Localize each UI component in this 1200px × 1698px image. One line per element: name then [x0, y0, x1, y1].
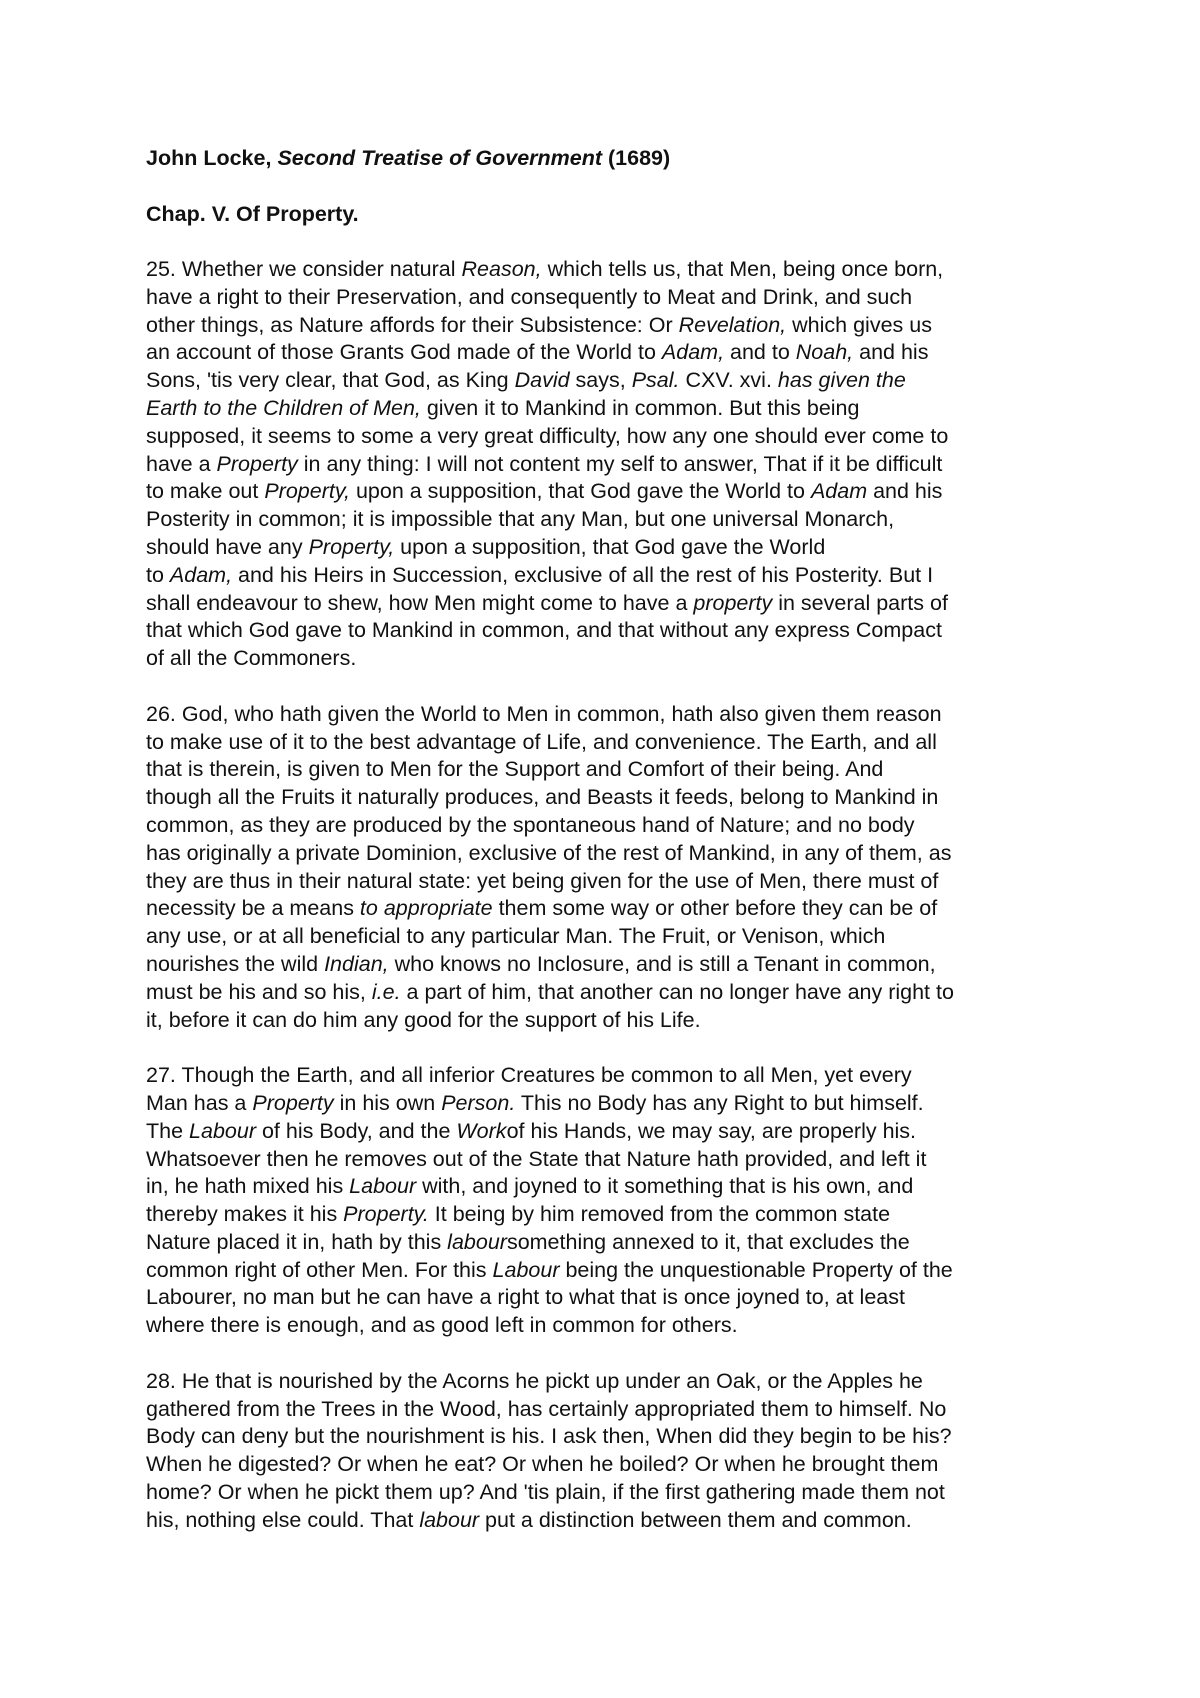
- text-line: [146, 1201, 1070, 1229]
- text-segment: though all the Fruits it naturally produces, and Beasts it feeds, belong to Mankind in: [146, 785, 939, 810]
- text-line: [146, 729, 1070, 757]
- italic-text: Noah,: [795, 340, 854, 365]
- italic-text: Property,: [264, 479, 350, 504]
- text-segment: which gives us: [786, 312, 932, 337]
- text-segment: upon a supposition, that God gave the World to: [349, 479, 811, 504]
- author-name: John Locke,: [146, 146, 272, 170]
- text-line: [146, 562, 1070, 590]
- italic-text: Property: [216, 451, 298, 476]
- text-segment: When he digested? Or when he eat? Or when he boiled? Or when he brought them: [146, 1452, 939, 1477]
- text-segment: has originally a private Dominion, exclusive of the rest of Mankind, in any of them, as: [146, 840, 952, 865]
- text-segment: them some way or other before they can be of: [492, 896, 938, 921]
- text-line: [146, 506, 1070, 534]
- text-segment: that which God gave to Mankind in common, and that without any express Compact: [146, 618, 942, 643]
- text-segment: must be his and so his,: [146, 979, 372, 1004]
- text-line: [146, 1118, 1070, 1146]
- text-segment: should have any: [146, 534, 309, 559]
- publication-year: (1689): [608, 146, 671, 170]
- text-line: [146, 1229, 1070, 1257]
- text-segment: common, as they are produced by the spontaneous hand of Nature; and no body: [146, 812, 915, 837]
- text-segment: in several parts of: [772, 590, 948, 615]
- text-segment: who knows no Inclosure, and is still a Tenant in common,: [388, 951, 936, 976]
- text-segment: Man has a: [146, 1090, 253, 1115]
- text-line: [146, 1451, 1070, 1479]
- italic-text: Person.: [441, 1090, 516, 1115]
- italic-text: Adam,: [661, 340, 725, 365]
- text-line: [146, 1396, 1070, 1424]
- text-segment: CXV. xvi.: [679, 368, 778, 393]
- text-segment: with, and joyned to it something that is his own, and: [416, 1174, 914, 1199]
- text-segment: gathered from the Trees in the Wood, has certainly appropriated them to himself. No: [146, 1396, 947, 1421]
- text-line: [146, 1423, 1070, 1451]
- text-line: [146, 812, 1070, 840]
- italic-text: Labour: [492, 1257, 560, 1282]
- text-line: [146, 339, 1070, 367]
- text-segment: Whatsoever then he removes out of the State that Nature hath provided, and left it: [146, 1146, 927, 1171]
- text-segment: of his Body, and the: [255, 1118, 457, 1143]
- italic-text: Property.: [343, 1202, 429, 1227]
- text-segment: shall endeavour to shew, how Men might come to have a: [146, 590, 694, 615]
- text-line: [146, 423, 1070, 451]
- document-title: [146, 144, 1070, 172]
- text-line: [146, 784, 1070, 812]
- text-line: [146, 1312, 1070, 1340]
- italic-text: labour: [419, 1507, 480, 1532]
- text-segment: being the unquestionable Property of the: [559, 1257, 953, 1282]
- italic-text: Adam,: [169, 562, 233, 587]
- italic-text: Adam: [810, 479, 868, 504]
- italic-text: Indian,: [324, 951, 389, 976]
- italic-text: Labour: [349, 1174, 417, 1199]
- text-line: [146, 284, 1070, 312]
- text-segment: necessity be a means: [146, 896, 360, 921]
- text-line: [146, 756, 1070, 784]
- body-text: [146, 256, 1070, 1535]
- text-segment: to make out: [146, 479, 265, 504]
- text-segment: and his: [853, 340, 929, 365]
- text-segment: that is therein, is given to Men for the Support and Comfort of their being. And: [146, 757, 884, 782]
- text-line: [146, 1257, 1070, 1285]
- italic-text: Property: [252, 1090, 334, 1115]
- text-segment: of his Hands, we may say, are properly his.: [506, 1118, 917, 1143]
- text-segment: in his own: [333, 1090, 442, 1115]
- text-line: [146, 534, 1070, 562]
- text-line: [146, 1284, 1070, 1312]
- text-segment: a part of him, that another can no longer have any right to: [400, 979, 954, 1004]
- text-segment: put a distinction between them and common.: [479, 1507, 912, 1532]
- text-segment: The: [146, 1118, 190, 1143]
- paragraph: [146, 1062, 1070, 1340]
- text-line: [146, 1090, 1070, 1118]
- text-segment: thereby makes it his: [146, 1202, 344, 1227]
- text-line: [146, 645, 1070, 673]
- text-segment: upon a supposition, that God gave the World: [394, 534, 826, 559]
- text-segment: Body can deny but the nourishment is his. I ask then, When did they begin to be his?: [146, 1424, 952, 1449]
- text-segment: 27. Though the Earth, and all inferior Creatures be common to all Men, yet every: [146, 1063, 912, 1088]
- text-line: [146, 923, 1070, 951]
- text-line: [146, 895, 1070, 923]
- italic-text: David: [514, 368, 570, 393]
- text-line: [146, 701, 1070, 729]
- text-segment: where there is enough, and as good left in common for others.: [146, 1313, 738, 1338]
- text-segment: any use, or at all beneficial to any particular Man. The Fruit, or Venison, which: [146, 924, 886, 949]
- text-segment: and to: [724, 340, 796, 365]
- text-line: [146, 367, 1070, 395]
- text-segment: This no Body has any Right to but himself.: [515, 1090, 924, 1115]
- text-segment: Posterity in common; it is impossible that any Man, but one universal Monarch,: [146, 507, 895, 532]
- text-segment: to make use of it to the best advantage of Life, and convenience. The Earth, and all: [146, 729, 937, 754]
- paragraph: [146, 1368, 1070, 1535]
- text-line: [146, 312, 1070, 340]
- text-line: [146, 979, 1070, 1007]
- italic-text: Work: [456, 1118, 507, 1143]
- text-line: [146, 1007, 1070, 1035]
- italic-text: labour: [447, 1229, 507, 1254]
- text-line: [146, 840, 1070, 868]
- text-segment: an account of those Grants God made of the World to: [146, 340, 662, 365]
- text-segment: have a: [146, 451, 217, 476]
- text-segment: of all the Commoners.: [146, 646, 357, 671]
- text-segment: they are thus in their natural state: yet being given for the use of Men, there must of: [146, 868, 939, 893]
- text-segment: supposed, it seems to some a very great difficulty, how any one should ever come to: [146, 423, 949, 448]
- text-line: [146, 951, 1070, 979]
- text-line: [146, 395, 1070, 423]
- work-title: Second Treatise of Government: [277, 146, 603, 170]
- text-segment: have a right to their Preservation, and consequently to Meat and Drink, and such: [146, 284, 913, 309]
- paragraph: [146, 256, 1070, 673]
- italic-text: Earth to the Children of Men,: [146, 395, 421, 420]
- italic-text: to appropriate: [359, 896, 493, 921]
- italic-text: Property,: [308, 534, 395, 559]
- text-line: [146, 1507, 1070, 1535]
- italic-text: Reason,: [461, 257, 542, 281]
- text-segment: which tells us, that Men, being once born,: [541, 257, 944, 281]
- text-segment: in, he hath mixed his: [146, 1174, 350, 1199]
- italic-text: i.e.: [371, 979, 401, 1004]
- text-segment: nourishes the wild: [146, 951, 325, 976]
- text-segment: it, before it can do him any good for the support of his Life.: [146, 1007, 701, 1032]
- text-segment: and his Heirs in Succession, exclusive of all the rest of his Posterity. But I: [232, 562, 934, 587]
- text-line: [146, 1146, 1070, 1174]
- text-line: [146, 1368, 1070, 1396]
- text-segment: 26. God, who hath given the World to Men in common, hath also given them reason: [146, 701, 942, 726]
- italic-text: has given the: [777, 368, 906, 393]
- text-line: [146, 1173, 1070, 1201]
- document-page: [146, 144, 1070, 1562]
- text-segment: other things, as Nature affords for their Subsistence: Or: [146, 312, 679, 337]
- text-segment: Labourer, no man but he can have a right to what that is once joyned to, at least: [146, 1285, 905, 1310]
- text-segment: in any thing: I will not content my self to answer, That if it be difficult: [297, 451, 943, 476]
- text-segment: says,: [569, 368, 632, 393]
- text-line: [146, 1479, 1070, 1507]
- text-segment: Nature placed it in, hath by this: [146, 1229, 448, 1254]
- text-segment: home? Or when he pickt them up? And 'tis plain, if the first gathering made them not: [146, 1480, 945, 1505]
- text-segment: something annexed to it, that excludes the: [506, 1229, 910, 1254]
- text-line: [146, 478, 1070, 506]
- text-line: [146, 590, 1070, 618]
- paragraph: [146, 701, 1070, 1035]
- text-segment: It being by him removed from the common state: [428, 1202, 891, 1227]
- italic-text: property: [693, 590, 773, 615]
- text-segment: his, nothing else could. That: [146, 1507, 420, 1532]
- text-segment: given it to Mankind in common. But this being: [420, 395, 860, 420]
- text-segment: 28. He that is nourished by the Acorns he pickt up under an Oak, or the Apples he: [146, 1368, 923, 1393]
- italic-text: Revelation,: [678, 312, 787, 337]
- text-segment: Sons, 'tis very clear, that God, as King: [146, 368, 515, 393]
- text-line: [146, 256, 1070, 284]
- text-segment: common right of other Men. For this: [146, 1257, 493, 1282]
- italic-text: Psal.: [631, 368, 680, 393]
- text-line: [146, 617, 1070, 645]
- italic-text: Labour: [189, 1118, 256, 1143]
- text-segment: and his: [867, 479, 943, 504]
- text-line: [146, 451, 1070, 479]
- text-segment: to: [146, 562, 170, 587]
- chapter-heading: Chap. V. Of Property.: [146, 202, 359, 226]
- text-line: [146, 1062, 1070, 1090]
- text-segment: 25. Whether we consider natural: [146, 257, 462, 281]
- text-line: [146, 868, 1070, 896]
